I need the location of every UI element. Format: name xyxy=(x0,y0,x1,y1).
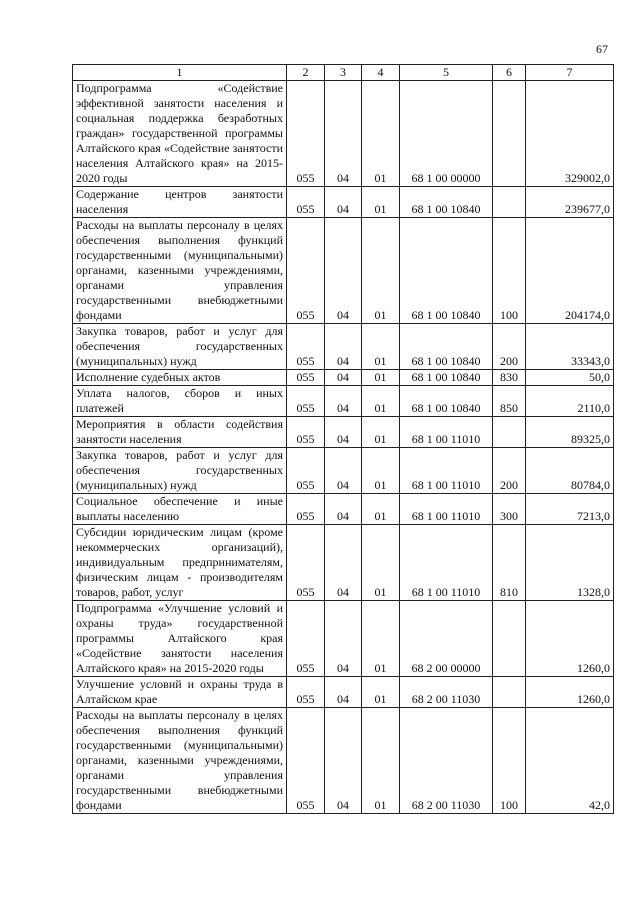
ministry-code: 055 xyxy=(287,386,325,417)
expense-type-code: 810 xyxy=(493,525,526,601)
ministry-code: 055 xyxy=(287,187,325,218)
table-row xyxy=(73,187,614,218)
ministry-code: 055 xyxy=(287,218,325,324)
section-code: 04 xyxy=(325,370,362,386)
target-article-code: 68 1 00 00000 xyxy=(400,81,493,187)
expense-type-code: 200 xyxy=(493,448,526,494)
target-article-code: 68 1 00 11010 xyxy=(400,525,493,601)
ministry-code: 055 xyxy=(287,81,325,187)
subsection-code: 01 xyxy=(362,448,400,494)
section-code: 04 xyxy=(325,324,362,370)
row-name: Закупка товаров, работ и услуг для обеспечения государственных (муниципальных) нужд xyxy=(73,448,287,494)
table-row xyxy=(73,708,614,814)
subsection-code: 01 xyxy=(362,187,400,218)
amount: 50,0 xyxy=(526,370,614,386)
column-header: 4 xyxy=(362,65,400,81)
row-name: Расходы на выплаты персоналу в целях обеспечения выполнения функций государственными (муниципальными) органами, казенными учреждениями, органами управления государственными внебюджетными фондами xyxy=(73,708,287,814)
amount: 204174,0 xyxy=(526,218,614,324)
target-article-code: 68 1 00 11010 xyxy=(400,494,493,525)
ministry-code: 055 xyxy=(287,370,325,386)
column-header: 5 xyxy=(400,65,493,81)
amount: 89325,0 xyxy=(526,417,614,448)
expense-type-code: 100 xyxy=(493,218,526,324)
amount: 33343,0 xyxy=(526,324,614,370)
target-article-code: 68 1 00 10840 xyxy=(400,324,493,370)
table-row xyxy=(73,525,614,601)
amount: 1260,0 xyxy=(526,677,614,708)
table-row xyxy=(73,370,614,386)
expense-type-code: 830 xyxy=(493,370,526,386)
ministry-code: 055 xyxy=(287,417,325,448)
amount: 239677,0 xyxy=(526,187,614,218)
subsection-code: 01 xyxy=(362,525,400,601)
amount: 2110,0 xyxy=(526,386,614,417)
target-article-code: 68 1 00 10840 xyxy=(400,187,493,218)
subsection-code: 01 xyxy=(362,218,400,324)
amount: 329002,0 xyxy=(526,81,614,187)
expense-type-code: 100 xyxy=(493,708,526,814)
ministry-code: 055 xyxy=(287,708,325,814)
target-article-code: 68 1 00 11010 xyxy=(400,448,493,494)
target-article-code: 68 2 00 11030 xyxy=(400,677,493,708)
ministry-code: 055 xyxy=(287,601,325,677)
amount: 7213,0 xyxy=(526,494,614,525)
amount: 1328,0 xyxy=(526,525,614,601)
ministry-code: 055 xyxy=(287,525,325,601)
table-row xyxy=(73,324,614,370)
row-name: Подпрограмма «Содействие эффективной занятости населения и социальная поддержка безработных граждан» государственной программы Алтайского края «Содействие занятости населения Алтайского края» на 2015-2020 годы xyxy=(73,81,287,187)
target-article-code: 68 1 00 10840 xyxy=(400,218,493,324)
row-name: Субсидии юридическим лицам (кроме некоммерческих организаций), индивидуальным предпринимателям, физическим лицам - производителям товаров, работ, услуг xyxy=(73,525,287,601)
column-header: 6 xyxy=(493,65,526,81)
ministry-code: 055 xyxy=(287,324,325,370)
section-code: 04 xyxy=(325,494,362,525)
subsection-code: 01 xyxy=(362,386,400,417)
section-code: 04 xyxy=(325,386,362,417)
section-code: 04 xyxy=(325,187,362,218)
row-name: Улучшение условий и охраны труда в Алтайском крае xyxy=(73,677,287,708)
table-row xyxy=(73,601,614,677)
table-header-row xyxy=(73,65,614,81)
section-code: 04 xyxy=(325,708,362,814)
target-article-code: 68 1 00 10840 xyxy=(400,370,493,386)
section-code: 04 xyxy=(325,448,362,494)
expense-type-code xyxy=(493,677,526,708)
section-code: 04 xyxy=(325,677,362,708)
row-name: Закупка товаров, работ и услуг для обеспечения государственных (муниципальных) нужд xyxy=(73,324,287,370)
section-code: 04 xyxy=(325,525,362,601)
expense-type-code: 300 xyxy=(493,494,526,525)
expense-type-code xyxy=(493,417,526,448)
subsection-code: 01 xyxy=(362,417,400,448)
row-name: Содержание центров занятости населения xyxy=(73,187,287,218)
amount: 1260,0 xyxy=(526,601,614,677)
column-header: 7 xyxy=(526,65,614,81)
row-name: Социальное обеспечение и иные выплаты населению xyxy=(73,494,287,525)
expense-type-code xyxy=(493,81,526,187)
target-article-code: 68 2 00 00000 xyxy=(400,601,493,677)
table-row xyxy=(73,386,614,417)
amount: 42,0 xyxy=(526,708,614,814)
subsection-code: 01 xyxy=(362,324,400,370)
table-row xyxy=(73,81,614,187)
section-code: 04 xyxy=(325,601,362,677)
table-row xyxy=(73,417,614,448)
subsection-code: 01 xyxy=(362,370,400,386)
table-row xyxy=(73,494,614,525)
target-article-code: 68 1 00 10840 xyxy=(400,386,493,417)
subsection-code: 01 xyxy=(362,601,400,677)
expense-type-code: 850 xyxy=(493,386,526,417)
column-header: 2 xyxy=(287,65,325,81)
row-name: Подпрограмма «Улучшение условий и охраны труда» государственной программы Алтайского края «Содействие занятости населения Алтайского края» на 2015-2020 годы xyxy=(73,601,287,677)
row-name: Мероприятия в области содействия занятости населения xyxy=(73,417,287,448)
section-code: 04 xyxy=(325,81,362,187)
subsection-code: 01 xyxy=(362,677,400,708)
expense-type-code xyxy=(493,187,526,218)
ministry-code: 055 xyxy=(287,677,325,708)
column-header: 3 xyxy=(325,65,362,81)
target-article-code: 68 2 00 11030 xyxy=(400,708,493,814)
amount: 80784,0 xyxy=(526,448,614,494)
subsection-code: 01 xyxy=(362,708,400,814)
section-code: 04 xyxy=(325,417,362,448)
subsection-code: 01 xyxy=(362,494,400,525)
ministry-code: 055 xyxy=(287,494,325,525)
table-row xyxy=(73,677,614,708)
section-code: 04 xyxy=(325,218,362,324)
expense-type-code xyxy=(493,601,526,677)
table-row xyxy=(73,448,614,494)
page-number: 67 xyxy=(596,42,608,56)
table-row xyxy=(73,218,614,324)
expense-type-code: 200 xyxy=(493,324,526,370)
row-name: Расходы на выплаты персоналу в целях обеспечения выполнения функций государственными (муниципальными) органами, казенными учреждениями, органами управления государственными внебюджетными фондами xyxy=(73,218,287,324)
row-name: Исполнение судебных актов xyxy=(73,370,287,386)
column-header: 1 xyxy=(73,65,287,81)
ministry-code: 055 xyxy=(287,448,325,494)
budget-table xyxy=(72,64,614,814)
row-name: Уплата налогов, сборов и иных платежей xyxy=(73,386,287,417)
subsection-code: 01 xyxy=(362,81,400,187)
target-article-code: 68 1 00 11010 xyxy=(400,417,493,448)
